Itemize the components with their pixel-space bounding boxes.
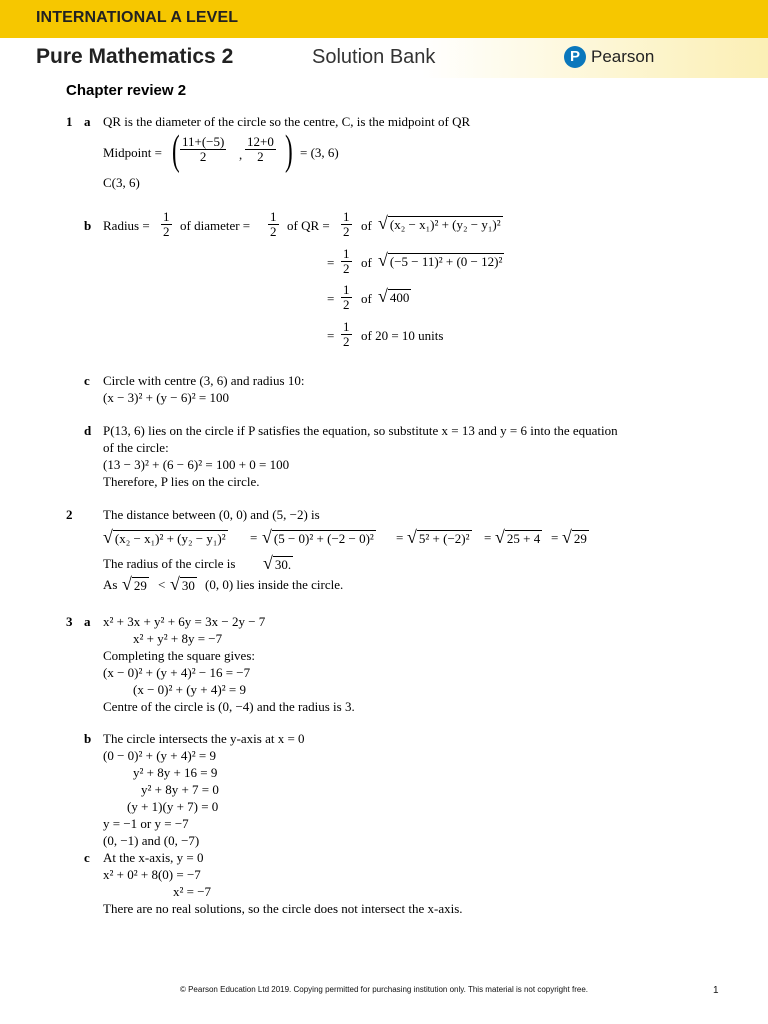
text-line: At the x-axis, y = 0	[103, 850, 204, 865]
equals: =	[551, 530, 559, 545]
part-letter: a	[84, 114, 91, 129]
text-line: Therefore, P lies on the circle.	[103, 474, 260, 489]
copyright-notice: © Pearson Education Ltd 2019. Copying permitted for purchasing institution only. This material is not copyright free.	[179, 985, 589, 994]
part-letter: c	[84, 373, 90, 388]
text-line: of 20 = 10 units	[361, 328, 444, 343]
fraction: $\frac{11+(-5)}{2}$	[182, 134, 225, 164]
square-root: √ (x₂ − x₁)² + (y₂ − y₁)²	[103, 527, 226, 547]
equation-line: (x − 3)² + (y − 6)² = 100	[103, 390, 229, 405]
square-root: √ (−5 − 11)² + (0 − 12)²	[378, 250, 503, 270]
text-line: The distance between (0, 0) and (5, −2) is	[103, 507, 320, 522]
comma: ,	[239, 147, 243, 162]
text-line: Completing the square gives:	[103, 648, 256, 663]
equation-line: (x − 0)² + (y + 4)² = 9	[133, 682, 246, 697]
right-paren: )	[285, 128, 293, 174]
equals: =	[327, 255, 335, 270]
equation-line: (0 − 0)² + (y + 4)² = 9	[103, 748, 216, 763]
chapter-title: Chapter review 2	[66, 82, 187, 99]
square-root: √ 29	[562, 527, 587, 547]
equation-line: x² + 3x + y² + 6y = 3x − 2y − 7	[103, 614, 266, 629]
equals: =	[327, 328, 335, 343]
publisher-name: Pearson	[591, 47, 655, 66]
fraction: $\frac{12+0}{2}$	[247, 134, 274, 164]
equation-line: y = −1 or y = −7	[103, 816, 189, 831]
equals: =	[250, 530, 258, 545]
square-root: √ 30.	[263, 553, 292, 573]
text-line: QR is the diameter of the circle so the centre, C, is the midpoint of QR	[103, 114, 471, 129]
equation-line: (x − 0)² + (y + 4)² − 16 = −7	[103, 665, 251, 680]
square-root: √ 29	[122, 574, 147, 594]
text-line: As	[103, 577, 118, 592]
equals: =	[396, 530, 404, 545]
equals: =	[327, 291, 335, 306]
fraction-half: $\frac{1}{2}$	[270, 209, 277, 239]
top-banner	[0, 0, 768, 38]
left-paren: (	[172, 128, 180, 174]
square-root: √ 5² + (−2)²	[407, 527, 470, 547]
fraction-half: $\frac{1}{2}$	[343, 209, 350, 239]
part-letter: a	[84, 614, 91, 629]
equation-line: y² + 8y + 16 = 9	[133, 765, 218, 780]
part-letter: b	[84, 731, 92, 746]
text-line: of QR =	[287, 218, 330, 233]
text-line: There are no real solutions, so the circle does not intersect the x-axis.	[103, 901, 463, 916]
equation-line: x² + y² + 8y = −7	[133, 631, 223, 646]
square-root: √ (5 − 0)² + (−2 − 0)²	[262, 527, 374, 547]
text-line: of	[361, 255, 372, 270]
text-line: of the circle:	[103, 440, 169, 455]
text-line: The circle intersects the y-axis at x = 0	[103, 731, 305, 746]
equation-line: x² = −7	[173, 884, 212, 899]
text-line: (0, −1) and (0, −7)	[103, 833, 200, 848]
part-letter: b	[84, 218, 92, 233]
fraction-half: $\frac{1}{2}$	[343, 282, 350, 312]
page-header	[0, 38, 768, 78]
text-line: The radius of the circle is	[103, 556, 236, 571]
square-root: √ (x₂ − x₁)² + (y₂ − y₁)²	[378, 213, 501, 233]
square-root: √ 30	[170, 574, 195, 594]
text-line: Centre of the circle is (0, −4) and the radius is 3.	[103, 699, 355, 714]
part-letter: c	[84, 850, 90, 865]
text-line: of	[361, 291, 372, 306]
text-line: of	[361, 218, 372, 233]
page-number: 1	[713, 985, 719, 996]
text-line: P(13, 6) lies on the circle if P satisfies the equation, so substitute x = 13 and y = 6 into the equation	[103, 423, 618, 438]
book-title: Pure Mathematics 2	[36, 45, 234, 68]
question-number: 1	[66, 114, 73, 129]
midpoint-label: Midpoint =	[103, 145, 162, 160]
equals: =	[484, 530, 492, 545]
question-number: 2	[66, 507, 73, 522]
less-than: <	[158, 577, 166, 592]
radius-label: Radius =	[103, 218, 150, 233]
equation-line: (13 − 3)² + (6 − 6)² = 100 + 0 = 100	[103, 457, 290, 472]
fraction-half: $\frac{1}{2}$	[343, 246, 350, 276]
equation-line: x² + 0² + 8(0) = −7	[103, 867, 201, 882]
fraction-half: $\frac{1}{2}$	[343, 319, 350, 349]
centre-line: C(3, 6)	[103, 175, 140, 190]
text-line: (0, 0) lies inside the circle.	[205, 577, 344, 592]
square-root: √ 25 + 4	[495, 527, 541, 547]
doc-type: Solution Bank	[312, 46, 436, 68]
question-number: 3	[66, 614, 73, 629]
text-line: of diameter =	[180, 218, 251, 233]
series-label: INTERNATIONAL A LEVEL	[36, 9, 239, 26]
fraction-half: $\frac{1}{2}$	[163, 209, 170, 239]
midpoint-result: = (3, 6)	[300, 145, 339, 160]
part-letter: d	[84, 423, 92, 438]
equation-line: (y + 1)(y + 7) = 0	[127, 799, 219, 814]
text-line: Circle with centre (3, 6) and radius 10:	[103, 373, 305, 388]
pearson-icon: P	[564, 46, 586, 68]
equation-line: y² + 8y + 7 = 0	[141, 782, 219, 797]
square-root: √ 400	[378, 286, 410, 306]
